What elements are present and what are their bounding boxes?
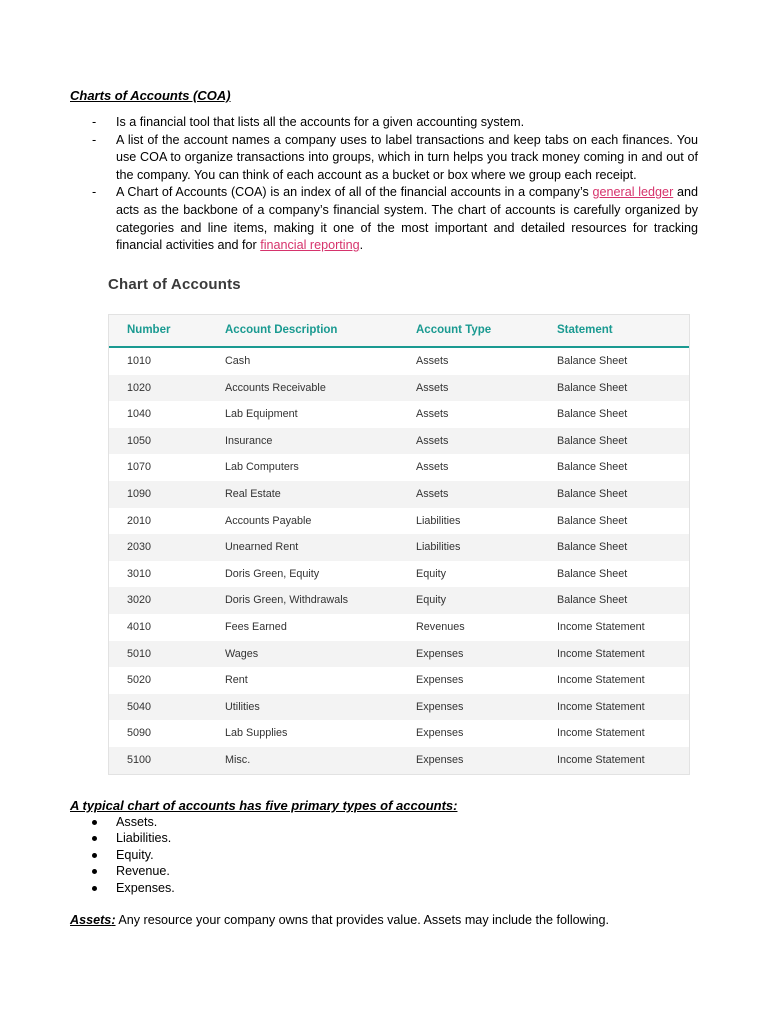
account-description: Rent xyxy=(225,674,248,687)
account-type: Assets xyxy=(416,487,449,500)
account-description: Fees Earned xyxy=(225,620,287,633)
list-item xyxy=(92,847,175,863)
dash-marker: - xyxy=(92,115,97,129)
chart-title: Chart of Accounts xyxy=(108,276,241,293)
account-description: Utilities xyxy=(225,700,260,713)
account-description: Unearned Rent xyxy=(225,541,299,554)
account-number: 5090 xyxy=(127,727,152,740)
account-type: Assets xyxy=(416,408,449,421)
account-description: Accounts Receivable xyxy=(225,381,326,394)
account-number: 3010 xyxy=(127,567,152,580)
account-description: Misc. xyxy=(225,753,251,766)
table-body xyxy=(109,348,689,774)
account-description: Insurance xyxy=(225,434,273,447)
table-row xyxy=(109,534,689,561)
account-description: Lab Supplies xyxy=(225,727,288,740)
chart-of-accounts-table xyxy=(108,314,690,775)
types-heading: A typical chart of accounts has five primary types of accounts: xyxy=(70,798,458,813)
account-type-text: Revenue. xyxy=(116,864,170,879)
account-statement: Income Statement xyxy=(557,674,645,687)
assets-paragraph xyxy=(70,913,609,927)
account-number: 1040 xyxy=(127,408,152,421)
table-row xyxy=(109,641,689,668)
account-type: Equity xyxy=(416,567,447,580)
account-type: Expenses xyxy=(416,753,464,766)
account-types-list xyxy=(92,814,175,896)
table-row xyxy=(109,481,689,508)
account-number: 3020 xyxy=(127,594,152,607)
table-row xyxy=(109,614,689,641)
account-type: Assets xyxy=(416,434,449,447)
assets-label: Assets xyxy=(70,913,112,927)
account-statement: Balance Sheet xyxy=(557,381,628,394)
account-type: Liabilities xyxy=(416,541,461,554)
list-item xyxy=(92,814,175,830)
account-type: Equity xyxy=(416,594,447,607)
account-description: Doris Green, Withdrawals xyxy=(225,594,348,607)
list-item xyxy=(92,132,698,185)
account-number: 5100 xyxy=(127,753,152,766)
table-row xyxy=(109,428,689,455)
account-description: Doris Green, Equity xyxy=(225,567,320,580)
coa-definition-list xyxy=(92,114,698,255)
account-type: Liabilities xyxy=(416,514,461,527)
account-statement: Income Statement xyxy=(557,647,645,660)
point-text: . xyxy=(359,238,364,253)
account-type: Expenses xyxy=(416,700,464,713)
account-number: 5010 xyxy=(127,647,152,660)
table-row xyxy=(109,747,689,774)
point-text: A list of the account names a company uses to label transactions and keep tabs on each finances. You use COA to organize transactions into groups, which in turn helps you track money coming in and out of the company. You can think of each account as a bucket or box where we group each receipt. xyxy=(116,132,698,182)
account-statement: Balance Sheet xyxy=(557,541,628,554)
column-header-statement: Statement xyxy=(557,324,613,336)
account-number: 5040 xyxy=(127,700,152,713)
bullet-icon xyxy=(92,836,97,841)
financial-reporting-link[interactable]: financial reporting xyxy=(260,238,360,253)
bullet-icon xyxy=(92,869,97,874)
account-statement: Balance Sheet xyxy=(557,461,628,474)
table-row xyxy=(109,587,689,614)
account-number: 1020 xyxy=(127,381,152,394)
account-description: Cash xyxy=(225,355,251,367)
account-number: 4010 xyxy=(127,620,152,633)
table-row xyxy=(109,348,689,375)
list-item xyxy=(92,863,175,879)
list-item xyxy=(92,880,175,896)
account-statement: Balance Sheet xyxy=(557,355,628,367)
point-text: and acts as the backbone of a company’s financial system. The chart of accounts is carefully organized by categories and line items, making it one of the most important and detailed resources for tracking financial activities and for xyxy=(116,185,698,253)
bullet-icon xyxy=(92,820,97,825)
account-number: 5020 xyxy=(127,674,152,687)
point-text: Is a financial tool that lists all the accounts for a given accounting system. xyxy=(116,115,525,129)
account-type-text: Equity. xyxy=(116,847,154,862)
dash-marker: - xyxy=(92,185,97,200)
account-type-text: Liabilities. xyxy=(116,831,172,846)
account-statement: Balance Sheet xyxy=(557,594,628,607)
account-number: 1090 xyxy=(127,487,152,500)
account-statement: Balance Sheet xyxy=(557,408,628,421)
table-row xyxy=(109,375,689,402)
column-header-type: Account Type xyxy=(416,324,492,336)
general-ledger-link[interactable]: general ledger xyxy=(592,185,674,200)
account-statement: Balance Sheet xyxy=(557,434,628,447)
column-header-description: Account Description xyxy=(225,324,338,336)
account-statement: Balance Sheet xyxy=(557,567,628,580)
account-type-text: Assets. xyxy=(116,815,158,829)
account-number: 1050 xyxy=(127,434,152,447)
table-row xyxy=(109,401,689,428)
account-number: 2030 xyxy=(127,541,152,554)
account-statement: Income Statement xyxy=(557,753,645,766)
account-description: Lab Equipment xyxy=(225,408,298,421)
account-description: Lab Computers xyxy=(225,461,299,474)
account-statement: Income Statement xyxy=(557,727,645,740)
account-number: 1010 xyxy=(127,355,152,367)
account-statement: Balance Sheet xyxy=(557,514,628,527)
dash-marker: - xyxy=(92,132,97,147)
point-text: A Chart of Accounts (COA) is an index of all of the financial accounts in a company’s xyxy=(116,185,593,200)
page-title: Charts of Accounts (COA) xyxy=(70,88,231,103)
column-header-number: Number xyxy=(127,324,171,336)
account-description: Real Estate xyxy=(225,487,281,500)
account-type: Revenues xyxy=(416,620,465,633)
account-number: 2010 xyxy=(127,514,152,527)
table-row xyxy=(109,694,689,721)
account-type: Expenses xyxy=(416,647,464,660)
account-statement: Balance Sheet xyxy=(557,487,628,500)
list-item xyxy=(92,830,175,846)
account-description: Accounts Payable xyxy=(225,514,312,527)
account-type: Assets xyxy=(416,461,449,474)
table-row xyxy=(109,508,689,535)
bullet-icon xyxy=(92,853,97,858)
table-header xyxy=(109,315,689,348)
assets-text: Any resource your company owns that provides value. Assets may include the following. xyxy=(115,913,610,927)
account-statement: Income Statement xyxy=(557,620,645,633)
table-row xyxy=(109,454,689,481)
account-type: Assets xyxy=(416,381,449,394)
bullet-icon xyxy=(92,886,97,891)
account-type: Expenses xyxy=(416,727,464,740)
account-number: 1070 xyxy=(127,461,152,474)
account-type-text: Expenses. xyxy=(116,880,175,895)
assets-colon: : xyxy=(111,913,116,927)
account-description: Wages xyxy=(225,647,259,660)
list-item xyxy=(92,114,698,132)
list-item xyxy=(92,184,698,254)
table-row xyxy=(109,561,689,588)
account-type: Assets xyxy=(416,355,449,367)
account-statement: Income Statement xyxy=(557,700,645,713)
table-row xyxy=(109,720,689,747)
table-row xyxy=(109,667,689,694)
account-type: Expenses xyxy=(416,674,464,687)
